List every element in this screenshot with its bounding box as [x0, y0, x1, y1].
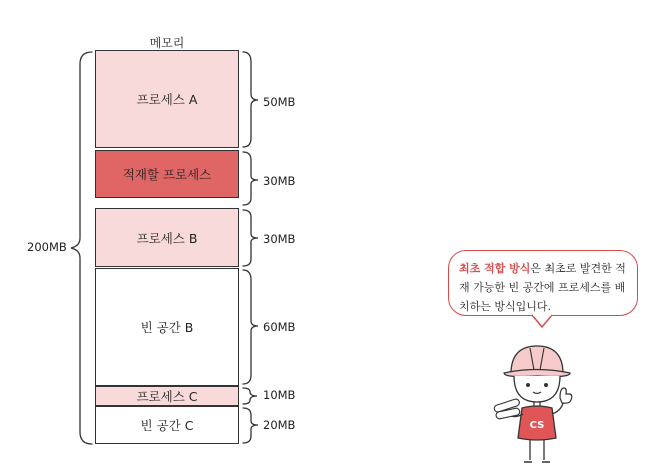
- block-process-b-label: 프로세스 B: [136, 230, 198, 246]
- callout-tail: [530, 314, 554, 330]
- size-label-free-b: 60MB: [263, 320, 296, 334]
- size-label-loading-process: 30MB: [263, 174, 296, 188]
- block-free-b-label: 빈 공간 B: [140, 320, 194, 335]
- brace-process-b: [243, 210, 258, 266]
- brace-process-c: [243, 388, 257, 404]
- mascot-badge-text: CS: [529, 420, 545, 431]
- mascot-left-eye-icon: [526, 383, 530, 387]
- callout-highlight: 최초 적합 방식: [459, 262, 531, 275]
- size-label-process-c: 10MB: [263, 388, 296, 402]
- size-label-process-a: 50MB: [263, 95, 296, 109]
- block-free-c-label: 빈 공간 C: [140, 418, 194, 433]
- total-size-label: 200MB: [27, 240, 67, 254]
- callout-bubble: [448, 250, 638, 316]
- brace-free-c: [243, 408, 258, 443]
- size-label-free-c: 20MB: [263, 418, 296, 432]
- mascot-illustration: [490, 338, 590, 467]
- memory-title: 메모리: [149, 36, 185, 50]
- brace-free-b: [243, 270, 258, 384]
- size-label-process-b: 30MB: [263, 232, 296, 246]
- total-brace: [71, 52, 92, 444]
- block-process-a-label: 프로세스 A: [136, 92, 198, 107]
- brace-loading-process: [243, 152, 258, 205]
- brace-process-a: [243, 52, 258, 147]
- block-process-c-label: 프로세스 C: [136, 389, 198, 404]
- callout-text: 은 최초로 발견한 적재 가능한 빈 공간에 프로세스를 배치하는 방식입니다.: [459, 262, 626, 313]
- mascot-thumbs-up-icon: [560, 388, 572, 403]
- block-loading-process-label: 적재할 프로세스: [122, 167, 212, 182]
- mascot-helmet-icon: [504, 346, 570, 377]
- mascot-right-eye-icon: [544, 383, 548, 387]
